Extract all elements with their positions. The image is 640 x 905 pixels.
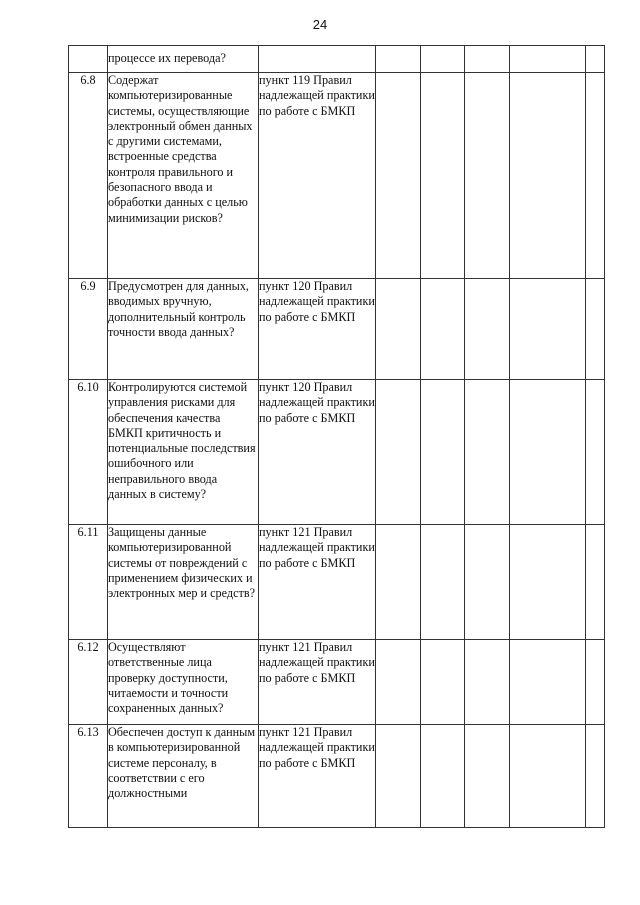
extra-cell [586, 525, 605, 640]
item-number: 6.8 [69, 73, 108, 279]
notes-cell [510, 525, 586, 640]
item-number: 6.9 [69, 279, 108, 380]
normative-reference: пункт 120 Правил надлежащей практики по работе с БМКП [259, 380, 376, 525]
checklist-table [68, 45, 605, 828]
answer-cell-no [421, 279, 465, 380]
answer-cell-na [465, 73, 510, 279]
answer-cell-na [465, 279, 510, 380]
normative-reference: пункт 119 Правил надлежащей практики по работе с БМКП [259, 73, 376, 279]
answer-cell-na [465, 380, 510, 525]
answer-cell-yes [376, 73, 421, 279]
item-number: 6.11 [69, 525, 108, 640]
extra-cell [586, 279, 605, 380]
answer-cell-na [465, 46, 510, 73]
table-row [69, 380, 605, 525]
answer-cell-no [421, 380, 465, 525]
requirement-question: Обеспечен доступ к данным в компьютеризированной системе персоналу, в соответствии с его должностными [108, 725, 259, 828]
table-row [69, 73, 605, 279]
requirement-question: Предусмотрен для данных, вводимых вручную, дополнительный контроль точности ввода данных? [108, 279, 259, 380]
normative-reference [259, 46, 376, 73]
normative-reference: пункт 120 Правил надлежащей практики по работе с БМКП [259, 279, 376, 380]
answer-cell-no [421, 73, 465, 279]
extra-cell [586, 725, 605, 828]
answer-cell-yes [376, 46, 421, 73]
extra-cell [586, 380, 605, 525]
answer-cell-na [465, 725, 510, 828]
table-row [69, 725, 605, 828]
extra-cell [586, 46, 605, 73]
normative-reference: пункт 121 Правил надлежащей практики по работе с БМКП [259, 640, 376, 725]
notes-cell [510, 380, 586, 525]
item-number: 6.10 [69, 380, 108, 525]
answer-cell-yes [376, 279, 421, 380]
answer-cell-na [465, 525, 510, 640]
answer-cell-na [465, 640, 510, 725]
notes-cell [510, 640, 586, 725]
answer-cell-yes [376, 725, 421, 828]
answer-cell-no [421, 640, 465, 725]
page-number: 24 [312, 17, 328, 32]
answer-cell-yes [376, 380, 421, 525]
extra-cell [586, 73, 605, 279]
extra-cell [586, 640, 605, 725]
table-row [69, 640, 605, 725]
normative-reference: пункт 121 Правил надлежащей практики по работе с БМКП [259, 725, 376, 828]
notes-cell [510, 725, 586, 828]
table-row [69, 279, 605, 380]
normative-reference: пункт 121 Правил надлежащей практики по работе с БМКП [259, 525, 376, 640]
notes-cell [510, 279, 586, 380]
answer-cell-yes [376, 525, 421, 640]
item-number: 6.13 [69, 725, 108, 828]
answer-cell-no [421, 525, 465, 640]
requirement-question: Защищены данные компьютеризированной системы от повреждений с применением физических и электронных мер и средств? [108, 525, 259, 640]
answer-cell-yes [376, 640, 421, 725]
notes-cell [510, 73, 586, 279]
item-number [69, 46, 108, 73]
requirement-question: Контролируются системой управления рисками для обеспечения качества БМКП критичность и потенциальные последствия ошибочного или неправильного ввода данных в систему? [108, 380, 259, 525]
answer-cell-no [421, 725, 465, 828]
notes-cell [510, 46, 586, 73]
table-row [69, 525, 605, 640]
requirement-question: Осуществляют ответственные лица проверку доступности, читаемости и точности сохраненных данных? [108, 640, 259, 725]
requirement-question: Содержат компьютеризированные системы, осуществляющие электронный обмен данных с другими системами, встроенные средства контроля правильного и безопасного ввода и обработки данных с целью минимизации рисков? [108, 73, 259, 279]
item-number: 6.12 [69, 640, 108, 725]
requirement-question: процессе их перевода? [108, 46, 259, 73]
answer-cell-no [421, 46, 465, 73]
table-row [69, 46, 605, 73]
